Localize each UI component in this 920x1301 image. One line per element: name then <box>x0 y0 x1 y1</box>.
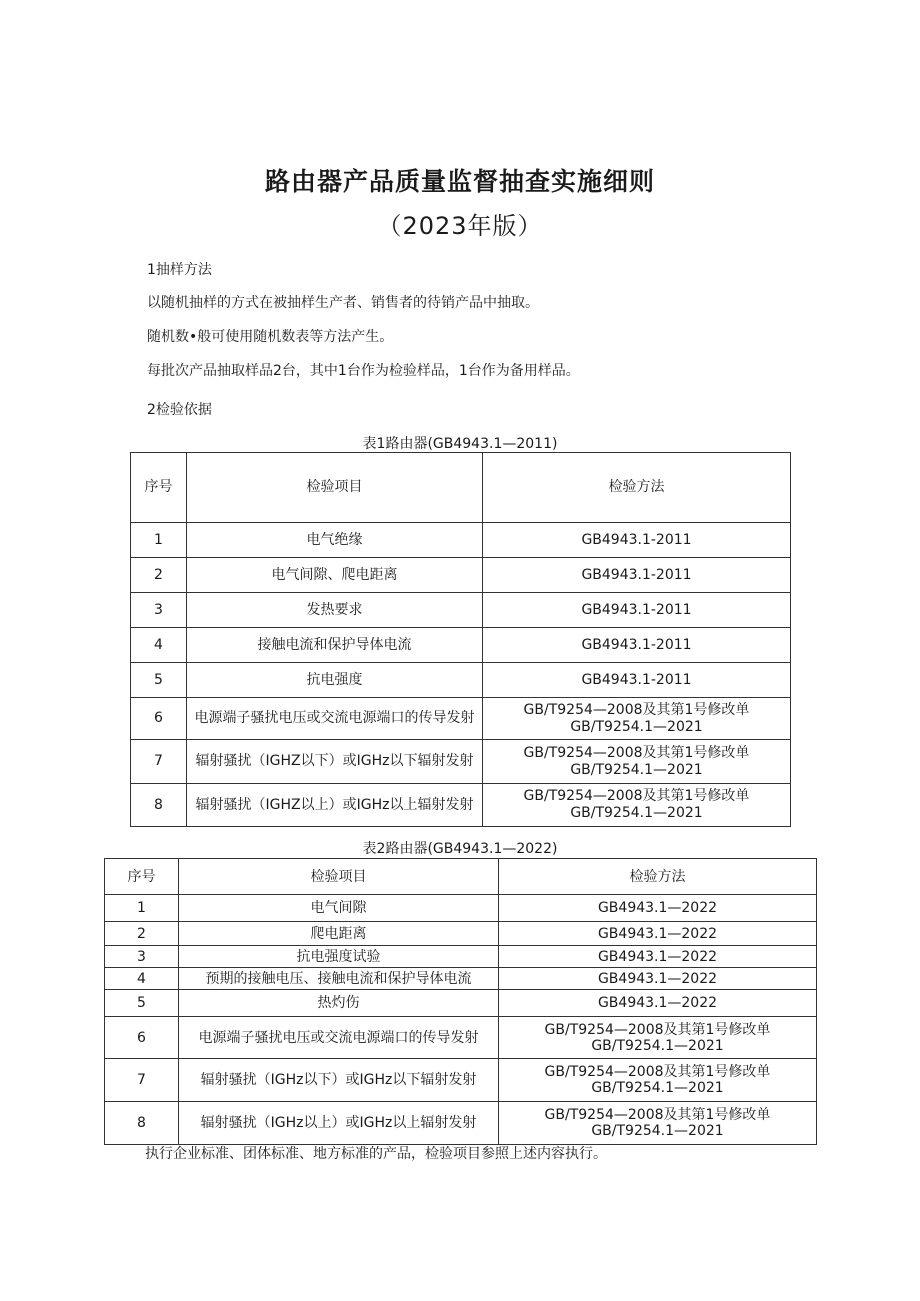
table-row <box>131 593 791 628</box>
table-header-row <box>131 453 791 523</box>
table-row <box>105 946 817 968</box>
cell-no: 2 <box>105 922 179 946</box>
header-cell-item: 检验项目 <box>179 859 499 895</box>
cell-no: 1 <box>105 895 179 922</box>
table-row <box>131 628 791 663</box>
header-cell-method: 检验方法 <box>499 859 817 895</box>
section-1-heading: 1抽样方法 <box>147 262 212 278</box>
cell-method: GB/T9254—2008及其第1号修改单 GB/T9254.1—2021 <box>499 1059 817 1102</box>
header-cell-item: 检验项目 <box>187 453 483 523</box>
cell-method: GB4943.1—2022 <box>499 895 817 922</box>
table-2 <box>104 858 817 1145</box>
cell-no: 2 <box>131 558 187 593</box>
table-row <box>131 663 791 698</box>
cell-item: 热灼伤 <box>179 990 499 1017</box>
table-row <box>105 895 817 922</box>
cell-method: GB4943.1—2022 <box>499 922 817 946</box>
cell-item: 电气绝缘 <box>187 523 483 558</box>
section-1-line: 每批次产品抽取样品2台，其中1台作为检验样品，1台作为备用样品。 <box>147 363 580 379</box>
header-cell-method: 检验方法 <box>483 453 791 523</box>
cell-no: 5 <box>105 990 179 1017</box>
cell-no: 3 <box>131 593 187 628</box>
cell-item: 辐射骚扰（IGHZ以上）或IGHz以上辐射发射 <box>187 784 483 827</box>
cell-method: GB/T9254—2008及其第1号修改单 GB/T9254.1—2021 <box>483 784 791 827</box>
section-1-line: 以随机抽样的方式在被抽样生产者、销售者的待销产品中抽取。 <box>147 295 539 311</box>
table-row <box>105 922 817 946</box>
table-row <box>131 523 791 558</box>
table-2-caption: 表2路由器(GB4943.1—2022) <box>362 841 558 857</box>
document-title: 路由器产品质量监督抽查实施细则 <box>264 167 655 196</box>
cell-method: GB4943.1-2011 <box>483 558 791 593</box>
cell-item: 抗电强度试验 <box>179 946 499 968</box>
table-header-row <box>105 859 817 895</box>
cell-no: 4 <box>131 628 187 663</box>
cell-item: 发热要求 <box>187 593 483 628</box>
cell-method: GB/T9254—2008及其第1号修改单 GB/T9254.1—2021 <box>483 740 791 784</box>
cell-no: 8 <box>131 784 187 827</box>
table-row <box>105 990 817 1017</box>
document-subtitle: （2023年版） <box>377 212 543 240</box>
cell-method: GB4943.1-2011 <box>483 593 791 628</box>
section-1-line: 随机数•般可使用随机数表等方法产生。 <box>147 329 394 345</box>
section-2-heading: 2检验依据 <box>147 402 212 418</box>
cell-no: 5 <box>131 663 187 698</box>
header-cell-no: 序号 <box>105 859 179 895</box>
cell-item: 电源端子骚扰电压或交流电源端口的传导发射 <box>187 698 483 740</box>
table-row <box>131 740 791 784</box>
cell-item: 辐射骚扰（IGHz以上）或IGHz以上辐射发射 <box>179 1102 499 1145</box>
cell-method: GB4943.1-2011 <box>483 628 791 663</box>
table-1-caption: 表1路由器(GB4943.1—2011) <box>362 436 558 452</box>
cell-item: 辐射骚扰（IGHZ以下）或IGHz以下辐射发射 <box>187 740 483 784</box>
table-row <box>131 558 791 593</box>
cell-no: 3 <box>105 946 179 968</box>
cell-method: GB4943.1-2011 <box>483 663 791 698</box>
cell-no: 8 <box>105 1102 179 1145</box>
cell-method: GB/T9254—2008及其第1号修改单 GB/T9254.1—2021 <box>499 1017 817 1059</box>
cell-item: 电源端子骚扰电压或交流电源端口的传导发射 <box>179 1017 499 1059</box>
cell-no: 7 <box>131 740 187 784</box>
cell-item: 爬电距离 <box>179 922 499 946</box>
cell-method: GB4943.1-2011 <box>483 523 791 558</box>
table-row <box>131 698 791 740</box>
cell-method: GB/T9254—2008及其第1号修改单 GB/T9254.1—2021 <box>483 698 791 740</box>
table-row <box>131 784 791 827</box>
table-row <box>105 968 817 990</box>
cell-method: GB4943.1—2022 <box>499 946 817 968</box>
cell-no: 6 <box>105 1017 179 1059</box>
cell-no: 6 <box>131 698 187 740</box>
cell-method: GB4943.1—2022 <box>499 990 817 1017</box>
cell-no: 7 <box>105 1059 179 1102</box>
cell-item: 辐射骚扰（IGHz以下）或IGHz以下辐射发射 <box>179 1059 499 1102</box>
cell-item: 电气间隙 <box>179 895 499 922</box>
cell-item: 接触电流和保护导体电流 <box>187 628 483 663</box>
cell-method: GB/T9254—2008及其第1号修改单 GB/T9254.1—2021 <box>499 1102 817 1145</box>
table-row <box>105 1017 817 1059</box>
header-cell-no: 序号 <box>131 453 187 523</box>
table-1 <box>130 452 791 827</box>
table-row <box>105 1102 817 1145</box>
cell-item: 预期的接触电压、接触电流和保护导体电流 <box>179 968 499 990</box>
cell-method: GB4943.1—2022 <box>499 968 817 990</box>
cell-no: 4 <box>105 968 179 990</box>
cell-item: 抗电强度 <box>187 663 483 698</box>
table-row <box>105 1059 817 1102</box>
footer-note: 执行企业标准、团体标准、地方标准的产品，检验项目参照上述内容执行。 <box>145 1146 607 1162</box>
cell-item: 电气间隙、爬电距离 <box>187 558 483 593</box>
cell-no: 1 <box>131 523 187 558</box>
